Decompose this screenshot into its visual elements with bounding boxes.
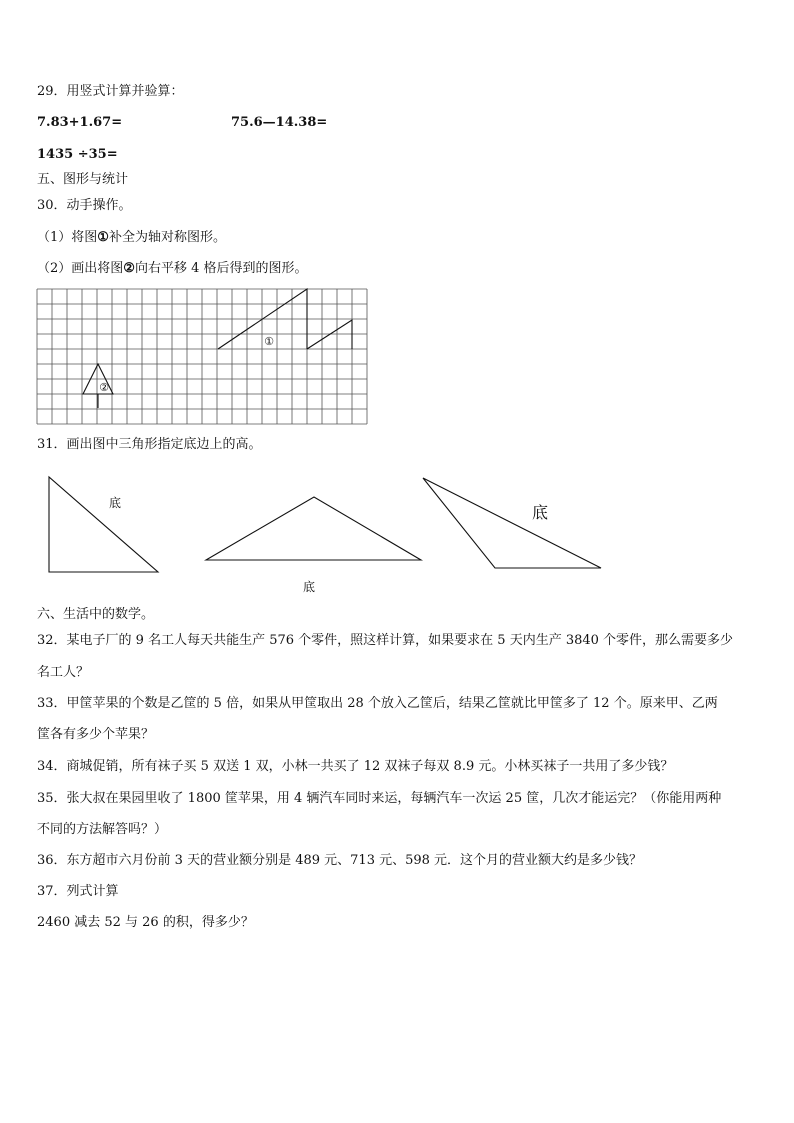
- triangle-2-base-label: 底: [302, 580, 316, 594]
- q30-sub1-text-a: （1）将图: [37, 230, 98, 245]
- q37-text: 2460 减去 52 与 26 的积，得多少？: [37, 915, 254, 930]
- q33-line1: 33．甲筐苹果的个数是乙筐的 5 倍，如果从甲筐取出 28 个放入乙筐后，结果乙筐就比甲筐多了 12 个。原来甲、乙两: [37, 696, 718, 711]
- shape-1-label: ①: [264, 335, 274, 348]
- q29-expr1: 7.83+1.67=: [37, 115, 123, 130]
- triangle-1-base-label: 底: [108, 496, 122, 510]
- shape-2-label: ②: [99, 381, 109, 394]
- q29-title: 29．用竖式计算并验算：: [37, 84, 184, 99]
- q35-line2: 不同的方法解答吗？）: [37, 822, 168, 837]
- q30-sub2-mark: ②: [123, 261, 135, 276]
- q29-expr2: 75.6—14.38=: [231, 115, 328, 130]
- q30-title: 30．动手操作。: [37, 198, 132, 213]
- triangle-2: [206, 497, 421, 560]
- q35-line1: 35．张大叔在果园里收了 1800 筐苹果，用 4 辆汽车同时来运，每辆汽车一次运 25 筐，几次才能运完？（你能用两种: [37, 791, 722, 806]
- triangle-3: [423, 478, 601, 568]
- q37-title: 37．列式计算: [37, 884, 119, 899]
- section-5-heading: 五、图形与统计: [37, 172, 129, 187]
- section-6-heading: 六、生活中的数学。: [37, 607, 155, 622]
- q30-sub2-text-a: （2）画出将图: [37, 261, 124, 276]
- q36-text: 36．东方超市六月份前 3 天的营业额分别是 489 元、713 元、598 元．这个月的营业额大约是多少钱？: [37, 853, 643, 868]
- q31-title: 31．画出图中三角形指定底边上的高。: [37, 437, 262, 452]
- q34-text: 34．商城促销，所有袜子买 5 双送 1 双，小林一共买了 12 双袜子每双 8.9 元。小林买袜子一共用了多少钱？: [37, 759, 674, 774]
- q29-expr3: 1435 ÷35=: [37, 147, 118, 162]
- q32-line1: 32．某电子厂的 9 名工人每天共能生产 576 个零件，照这样计算，如果要求在 5 天内生产 3840 个零件，那么需要多少: [37, 633, 734, 648]
- q33-line2: 筐各有多少个苹果？: [37, 727, 155, 742]
- triangle-1: [49, 477, 158, 572]
- triangle-3-base-label: 底: [531, 503, 549, 522]
- q30-sub1-text-b: 补全为轴对称图形。: [108, 230, 226, 245]
- q30-sub1-mark: ①: [97, 230, 109, 245]
- q30-sub2-text-b: 向右平移 4 格后得到的图形。: [134, 261, 308, 276]
- q32-line2: 名工人？: [37, 665, 90, 680]
